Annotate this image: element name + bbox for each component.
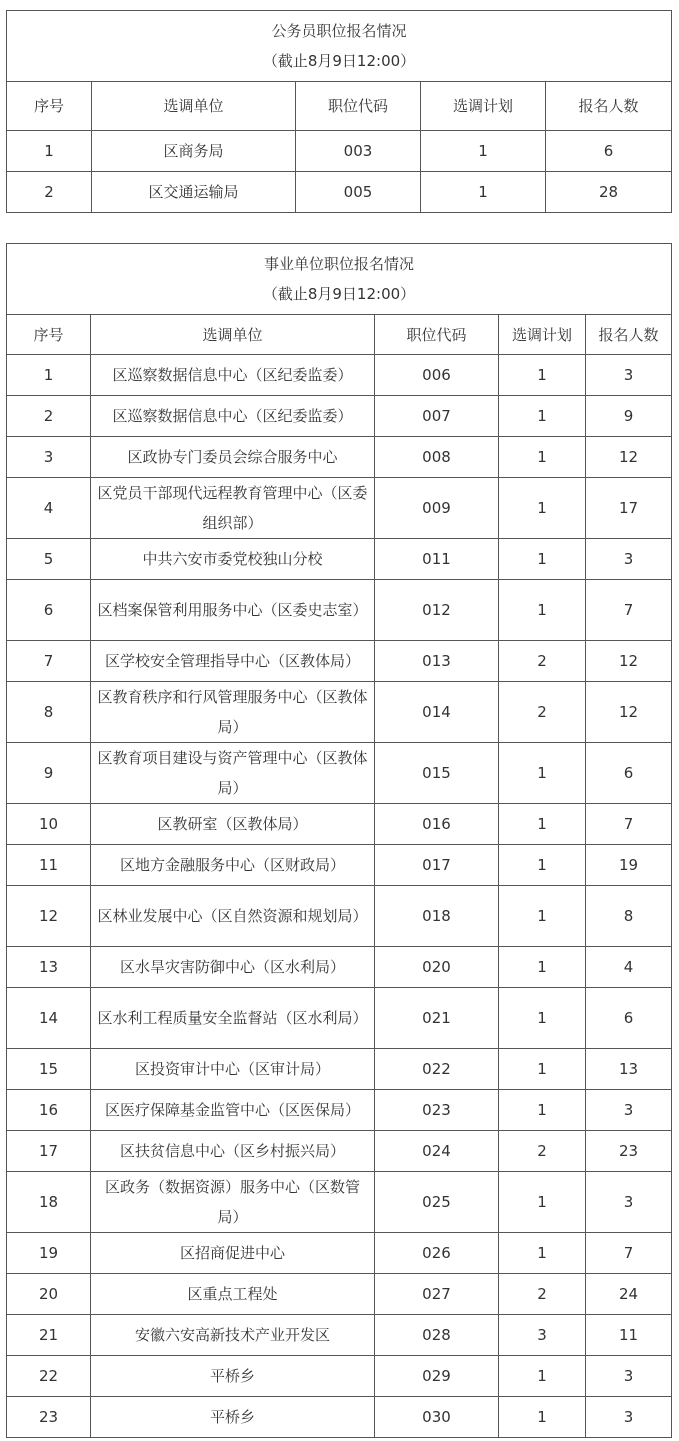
- table-title-cell: [7, 244, 672, 315]
- cell-position-code: 017: [375, 845, 499, 886]
- cell-applicants: 24: [586, 1274, 672, 1315]
- cell-plan: 1: [499, 743, 586, 804]
- header-plan: 选调计划: [499, 315, 586, 355]
- cell-unit: 区政务（数据资源）服务中心（区数管局）: [91, 1172, 375, 1233]
- cell-index: 15: [7, 1049, 91, 1090]
- table-row: [7, 539, 672, 580]
- cell-position-code: 023: [375, 1090, 499, 1131]
- cell-plan: 2: [499, 682, 586, 743]
- table-row: [7, 1233, 672, 1274]
- cell-index: 16: [7, 1090, 91, 1131]
- cell-applicants: 19: [586, 845, 672, 886]
- table-title: 事业单位职位报名情况: [264, 255, 415, 273]
- cell-index: 13: [7, 947, 91, 988]
- table-row: [7, 886, 672, 947]
- cell-plan: 2: [499, 1274, 586, 1315]
- header-applicants: 报名人数: [546, 82, 672, 131]
- cell-position-code: 021: [375, 988, 499, 1049]
- cell-position-code: 022: [375, 1049, 499, 1090]
- cell-position-code: 024: [375, 1131, 499, 1172]
- cell-index: 9: [7, 743, 91, 804]
- cell-applicants: 7: [586, 580, 672, 641]
- cell-unit: 区扶贫信息中心（区乡村振兴局）: [91, 1131, 375, 1172]
- cell-index: 6: [7, 580, 91, 641]
- cell-unit: 区水利工程质量安全监督站（区水利局）: [91, 988, 375, 1049]
- cell-plan: 2: [499, 641, 586, 682]
- cell-index: 4: [7, 478, 91, 539]
- cell-index: 22: [7, 1356, 91, 1397]
- table-row: [7, 1049, 672, 1090]
- cell-position-code: 028: [375, 1315, 499, 1356]
- cell-position-code: 012: [375, 580, 499, 641]
- cell-unit: 区教育秩序和行风管理服务中心（区教体局）: [91, 682, 375, 743]
- cell-index: 12: [7, 886, 91, 947]
- cell-position-code: 015: [375, 743, 499, 804]
- cell-index: 10: [7, 804, 91, 845]
- cell-applicants: 8: [586, 886, 672, 947]
- cell-unit: 平桥乡: [91, 1397, 375, 1438]
- cell-unit: 区招商促进中心: [91, 1233, 375, 1274]
- cell-position-code: 027: [375, 1274, 499, 1315]
- table-row: [7, 845, 672, 886]
- header-row: [7, 315, 672, 355]
- header-position-code: 职位代码: [375, 315, 499, 355]
- cell-applicants: 23: [586, 1131, 672, 1172]
- cell-index: 2: [7, 396, 91, 437]
- cell-unit: 平桥乡: [91, 1356, 375, 1397]
- cell-position-code: 005: [296, 172, 421, 213]
- cell-applicants: 12: [586, 437, 672, 478]
- cell-applicants: 12: [586, 682, 672, 743]
- cell-plan: 2: [499, 1131, 586, 1172]
- cell-position-code: 007: [375, 396, 499, 437]
- cell-unit: 区党员干部现代远程教育管理中心（区委组织部）: [91, 478, 375, 539]
- table-row: [7, 1090, 672, 1131]
- cell-unit: 区投资审计中心（区审计局）: [91, 1049, 375, 1090]
- civil-servant-table: [6, 10, 672, 213]
- cell-applicants: 28: [546, 172, 672, 213]
- cell-applicants: 3: [586, 1356, 672, 1397]
- cell-unit: 区学校安全管理指导中心（区教体局）: [91, 641, 375, 682]
- cell-index: 20: [7, 1274, 91, 1315]
- cell-plan: 1: [499, 1090, 586, 1131]
- cell-unit: 区重点工程处: [91, 1274, 375, 1315]
- cell-index: 8: [7, 682, 91, 743]
- cell-position-code: 026: [375, 1233, 499, 1274]
- cell-applicants: 3: [586, 1397, 672, 1438]
- table-row: [7, 682, 672, 743]
- cell-plan: 1: [499, 478, 586, 539]
- institution-table: [6, 243, 672, 1438]
- cell-index: 5: [7, 539, 91, 580]
- header-applicants: 报名人数: [586, 315, 672, 355]
- table-subtitle: （截止8月9日12:00）: [262, 52, 416, 70]
- cell-unit: 区教育项目建设与资产管理中心（区教体局）: [91, 743, 375, 804]
- table-row: [7, 1315, 672, 1356]
- cell-applicants: 17: [586, 478, 672, 539]
- cell-plan: 1: [421, 131, 546, 172]
- cell-position-code: 025: [375, 1172, 499, 1233]
- cell-position-code: 029: [375, 1356, 499, 1397]
- header-index: 序号: [7, 315, 91, 355]
- cell-unit: 安徽六安高新技术产业开发区: [91, 1315, 375, 1356]
- table-row: [7, 396, 672, 437]
- cell-position-code: 014: [375, 682, 499, 743]
- cell-position-code: 011: [375, 539, 499, 580]
- cell-unit: 区档案保管利用服务中心（区委史志室）: [91, 580, 375, 641]
- cell-plan: 1: [499, 396, 586, 437]
- table-title: 公务员职位报名情况: [271, 22, 407, 40]
- cell-applicants: 9: [586, 396, 672, 437]
- cell-unit: 区教研室（区教体局）: [91, 804, 375, 845]
- cell-index: 1: [7, 131, 92, 172]
- table-row: [7, 804, 672, 845]
- table-subtitle: （截止8月9日12:00）: [262, 285, 416, 303]
- table-row: [7, 478, 672, 539]
- cell-index: 18: [7, 1172, 91, 1233]
- cell-applicants: 4: [586, 947, 672, 988]
- cell-position-code: 013: [375, 641, 499, 682]
- cell-position-code: 008: [375, 437, 499, 478]
- cell-position-code: 030: [375, 1397, 499, 1438]
- table-row: [7, 947, 672, 988]
- cell-plan: 1: [499, 580, 586, 641]
- cell-index: 1: [7, 355, 91, 396]
- cell-index: 3: [7, 437, 91, 478]
- cell-unit: 区商务局: [92, 131, 296, 172]
- cell-plan: 1: [499, 539, 586, 580]
- cell-plan: 1: [499, 804, 586, 845]
- header-unit: 选调单位: [92, 82, 296, 131]
- cell-position-code: 006: [375, 355, 499, 396]
- cell-unit: 区政协专门委员会综合服务中心: [91, 437, 375, 478]
- cell-plan: 1: [499, 437, 586, 478]
- cell-position-code: 020: [375, 947, 499, 988]
- cell-applicants: 3: [586, 1172, 672, 1233]
- cell-index: 2: [7, 172, 92, 213]
- table-row: [7, 580, 672, 641]
- cell-unit: 区地方金融服务中心（区财政局）: [91, 845, 375, 886]
- cell-unit: 区水旱灾害防御中心（区水利局）: [91, 947, 375, 988]
- cell-plan: 1: [499, 1356, 586, 1397]
- cell-plan: 1: [499, 947, 586, 988]
- cell-unit: 区巡察数据信息中心（区纪委监委）: [91, 355, 375, 396]
- cell-index: 14: [7, 988, 91, 1049]
- header-unit: 选调单位: [91, 315, 375, 355]
- cell-index: 7: [7, 641, 91, 682]
- table-title-cell: [7, 11, 672, 82]
- cell-unit: 区巡察数据信息中心（区纪委监委）: [91, 396, 375, 437]
- table-row: [7, 988, 672, 1049]
- cell-index: 17: [7, 1131, 91, 1172]
- cell-position-code: 009: [375, 478, 499, 539]
- cell-plan: 1: [499, 886, 586, 947]
- cell-plan: 1: [499, 988, 586, 1049]
- table-row: [7, 172, 672, 213]
- cell-plan: 1: [499, 1049, 586, 1090]
- cell-plan: 1: [499, 845, 586, 886]
- cell-applicants: 7: [586, 804, 672, 845]
- header-index: 序号: [7, 82, 92, 131]
- cell-index: 23: [7, 1397, 91, 1438]
- cell-unit: 区交通运输局: [92, 172, 296, 213]
- cell-applicants: 3: [586, 355, 672, 396]
- cell-position-code: 003: [296, 131, 421, 172]
- cell-unit: 区林业发展中心（区自然资源和规划局）: [91, 886, 375, 947]
- cell-plan: 3: [499, 1315, 586, 1356]
- cell-applicants: 7: [586, 1233, 672, 1274]
- cell-applicants: 3: [586, 1090, 672, 1131]
- cell-plan: 1: [499, 1397, 586, 1438]
- table-row: [7, 641, 672, 682]
- header-plan: 选调计划: [421, 82, 546, 131]
- table-row: [7, 131, 672, 172]
- table-row: [7, 1356, 672, 1397]
- cell-position-code: 016: [375, 804, 499, 845]
- cell-plan: 1: [499, 1233, 586, 1274]
- cell-plan: 1: [499, 355, 586, 396]
- cell-plan: 1: [499, 1172, 586, 1233]
- cell-index: 21: [7, 1315, 91, 1356]
- cell-plan: 1: [421, 172, 546, 213]
- table-row: [7, 355, 672, 396]
- table-row: [7, 1274, 672, 1315]
- cell-applicants: 12: [586, 641, 672, 682]
- table-row: [7, 1172, 672, 1233]
- cell-unit: 区医疗保障基金监管中心（区医保局）: [91, 1090, 375, 1131]
- cell-applicants: 3: [586, 539, 672, 580]
- cell-applicants: 6: [586, 743, 672, 804]
- header-position-code: 职位代码: [296, 82, 421, 131]
- cell-applicants: 6: [546, 131, 672, 172]
- table-row: [7, 437, 672, 478]
- cell-unit: 中共六安市委党校独山分校: [91, 539, 375, 580]
- cell-applicants: 13: [586, 1049, 672, 1090]
- header-row: [7, 82, 672, 131]
- table-row: [7, 1131, 672, 1172]
- table-row: [7, 1397, 672, 1438]
- cell-position-code: 018: [375, 886, 499, 947]
- cell-index: 11: [7, 845, 91, 886]
- cell-applicants: 11: [586, 1315, 672, 1356]
- cell-applicants: 6: [586, 988, 672, 1049]
- cell-index: 19: [7, 1233, 91, 1274]
- table-row: [7, 743, 672, 804]
